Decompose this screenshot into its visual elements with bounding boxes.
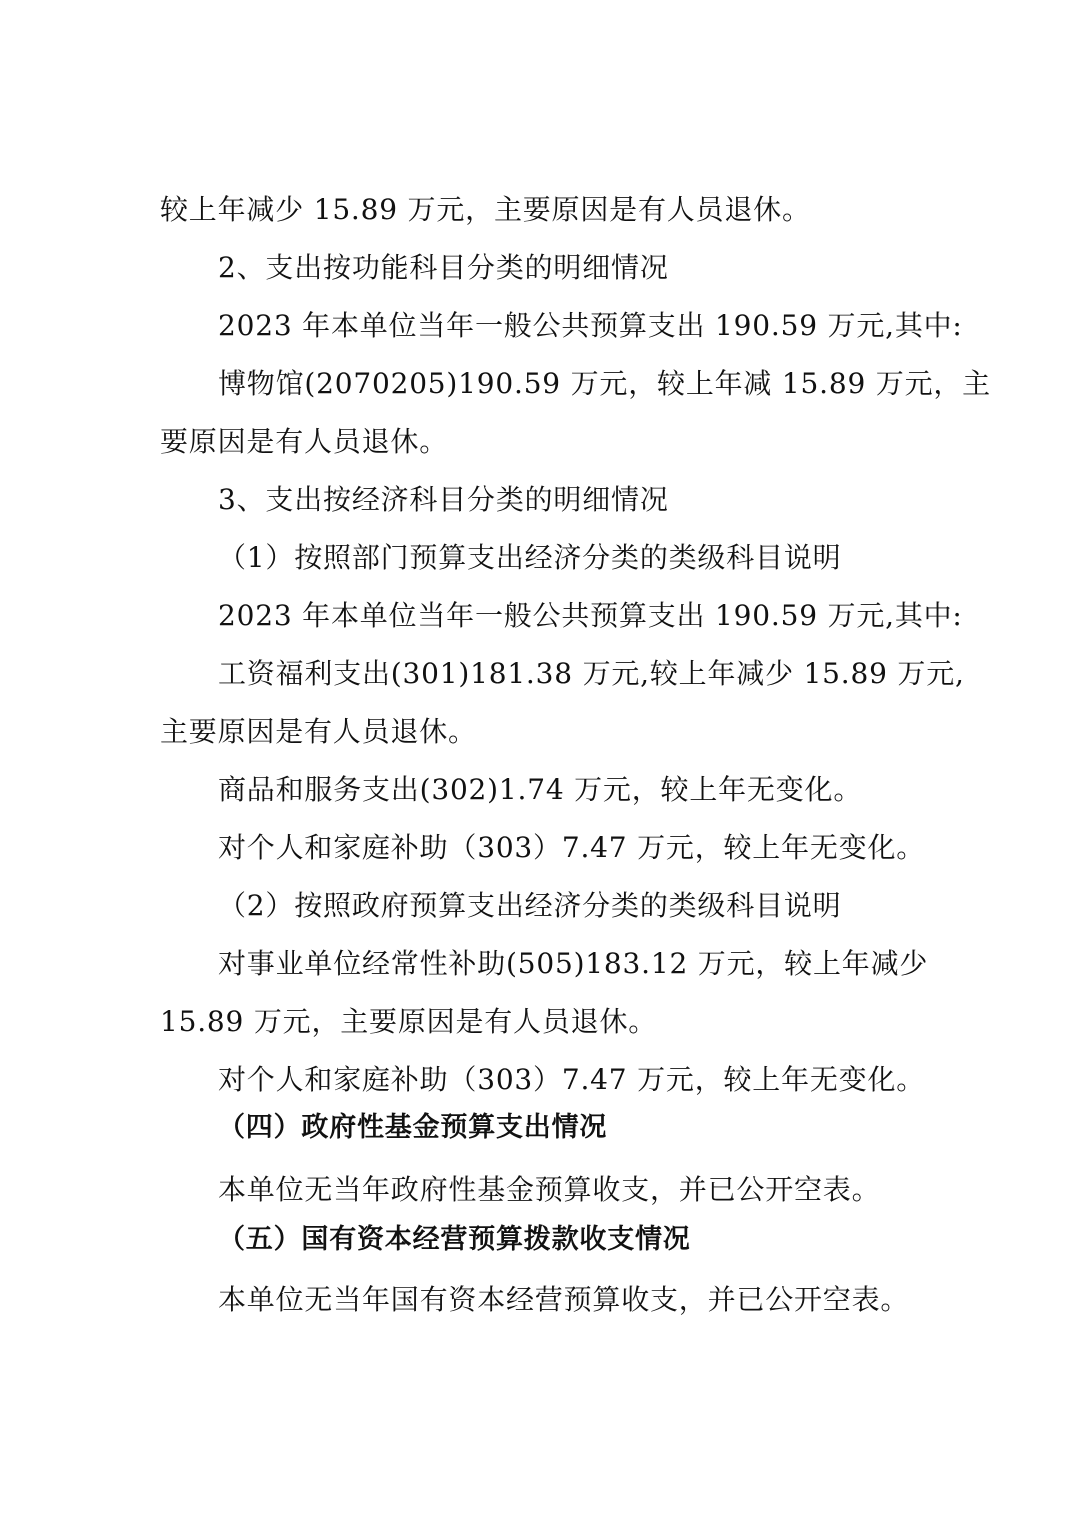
paragraph-line: 商品和服务支出(302)1.74 万元，较上年无变化。 [218,773,863,806]
paragraph-line: 工资福利支出(301)181.38 万元,较上年减少 15.89 万元, [218,657,965,690]
section-heading: （五）国有资本经营预算拨款收支情况 [218,1224,691,1255]
paragraph-line: 要原因是有人员退休。 [160,425,449,458]
subsection-heading: （1）按照部门预算支出经济分类的类级科目说明 [218,541,842,574]
paragraph-line: 本单位无当年政府性基金预算收支，并已公开空表。 [218,1173,881,1206]
subsection-heading: 3、支出按经济科目分类的明细情况 [218,483,669,516]
paragraph-line: 对事业单位经常性补助(505)183.12 万元，较上年减少 [218,947,929,980]
paragraph-line: 2023 年本单位当年一般公共预算支出 190.59 万元,其中: [218,309,963,342]
paragraph-line: 较上年减少 15.89 万元，主要原因是有人员退休。 [160,193,811,226]
paragraph-line: 15.89 万元，主要原因是有人员退休。 [160,1005,658,1038]
subsection-heading: 2、支出按功能科目分类的明细情况 [218,251,669,284]
section-heading: （四）政府性基金预算支出情况 [218,1112,608,1143]
paragraph-line: 本单位无当年国有资本经营预算收支，并已公开空表。 [218,1283,910,1316]
paragraph-line: 对个人和家庭补助（303）7.47 万元，较上年无变化。 [218,831,926,864]
paragraph-line: 对个人和家庭补助（303）7.47 万元，较上年无变化。 [218,1063,926,1096]
paragraph-line: 博物馆(2070205)190.59 万元，较上年减 15.89 万元，主 [218,367,991,400]
paragraph-line: 主要原因是有人员退休。 [160,715,477,748]
subsection-heading: （2）按照政府预算支出经济分类的类级科目说明 [218,889,842,922]
paragraph-line: 2023 年本单位当年一般公共预算支出 190.59 万元,其中: [218,599,963,632]
